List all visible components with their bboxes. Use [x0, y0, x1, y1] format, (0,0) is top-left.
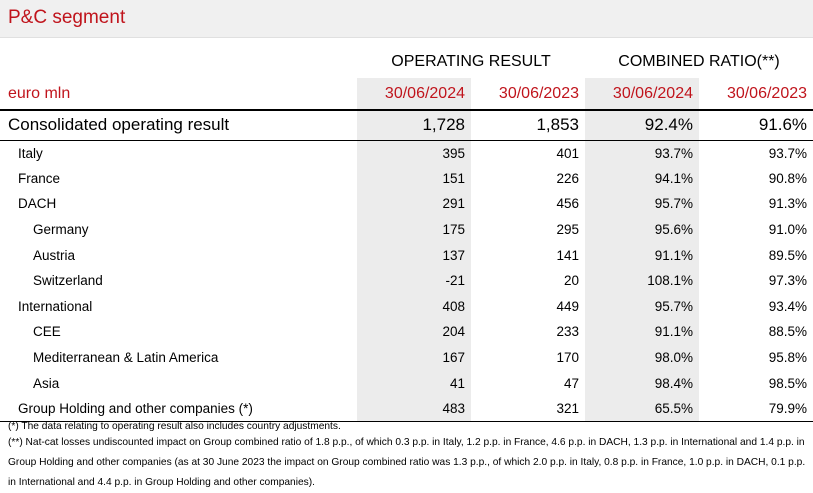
cell-cr-2024: 95.6%: [585, 217, 699, 243]
cell-cr-2024: 92.4%: [585, 110, 699, 140]
cell-cr-2023: 90.8%: [768, 170, 808, 186]
table-row: [0, 396, 813, 422]
cell-cr-2023: 89.5%: [768, 247, 808, 263]
cell-cr-2024: 91.1%: [585, 242, 699, 268]
cell-cr-2023: 93.4%: [768, 298, 808, 314]
pc-segment-table: [0, 44, 813, 422]
header-spacer: [0, 44, 357, 78]
date-header-cr-2023: 30/06/2023: [699, 78, 813, 110]
table-row: [0, 140, 813, 166]
cell-op-2023: 401: [556, 145, 579, 161]
table-row: [0, 217, 813, 243]
cell-cr-2024: 98.4%: [585, 370, 699, 396]
cell-cr-2024: 93.7%: [585, 140, 699, 166]
cell-cr-2023: 93.7%: [768, 145, 808, 161]
table-row: [0, 166, 813, 192]
cell-op-2023: 20: [563, 273, 579, 289]
table-row: [0, 370, 813, 396]
row-label: France: [18, 170, 61, 186]
footnote-2: (**) Nat-cat losses undiscounted impact on Group combined ratio of 1.8 p.p., of which 0.3 p.p. in Italy, 1.2 p.p. in France, 4.6 p.p. in DACH, 1.3 p.p. in International and 1.4 p.p. in Group Holding and other companies (as at 30 June 2023 the impact on Group combined ratio was 1.3 p.p., of which 2.0 p.p. in Italy, 0.8 p.p. in France, 1.0 p.p. in DACH, 0.1 p.p. in International and 4.4 p.p. in Group Holding and other companies).: [8, 437, 806, 488]
row-label: Italy: [18, 145, 43, 161]
group-header-row: [0, 44, 813, 78]
row-label: Mediterranean & Latin America: [33, 350, 219, 366]
cell-op-2024: 395: [357, 140, 471, 166]
cell-cr-2024: 98.0%: [585, 345, 699, 371]
title-bar: [0, 0, 813, 38]
cell-op-2023: 295: [556, 222, 579, 238]
cell-cr-2023: 79.9%: [699, 396, 813, 422]
cell-cr-2023: 95.8%: [768, 350, 808, 366]
cell-op-2024: 175: [357, 217, 471, 243]
footnote-1: (*) The data relating to operating result also includes country adjustments.: [8, 421, 341, 432]
operating-result-header: OPERATING RESULT: [391, 53, 551, 70]
cell-cr-2024: 65.5%: [585, 396, 699, 422]
cell-op-2024: 483: [357, 396, 471, 422]
date-header-row: [0, 78, 813, 110]
cell-cr-2023: 98.5%: [768, 375, 808, 391]
cell-op-2023: 321: [471, 396, 585, 422]
cell-cr-2024: 108.1%: [585, 268, 699, 294]
row-label: Austria: [33, 247, 76, 263]
combined-ratio-header: COMBINED RATIO(**): [618, 53, 780, 70]
cell-op-2024: 137: [357, 242, 471, 268]
cell-cr-2024: 95.7%: [585, 191, 699, 217]
cell-op-2023: 47: [563, 375, 579, 391]
cell-cr-2024: 91.1%: [585, 319, 699, 345]
cell-op-2024: 151: [357, 166, 471, 192]
row-label: Group Holding and other companies (*): [0, 396, 357, 422]
row-label: Switzerland: [33, 273, 103, 289]
cell-op-2024: -21: [357, 268, 471, 294]
page-title: P&C segment: [8, 7, 126, 28]
row-label: CEE: [33, 324, 61, 340]
table-row: [0, 268, 813, 294]
row-label: DACH: [18, 196, 57, 212]
row-label: Germany: [33, 222, 89, 238]
date-header-op-2024: 30/06/2024: [357, 78, 471, 110]
cell-op-2024: 408: [357, 294, 471, 320]
cell-op-2023: 233: [556, 324, 579, 340]
date-header-op-2023: 30/06/2023: [471, 78, 585, 110]
table-row: [0, 191, 813, 217]
cell-op-2023: 141: [556, 247, 579, 263]
table-row: [0, 242, 813, 268]
cell-cr-2023: 91.6%: [699, 110, 813, 140]
footnotes: [8, 421, 808, 493]
cell-op-2023: 170: [556, 350, 579, 366]
cell-cr-2024: 95.7%: [585, 294, 699, 320]
cell-cr-2023: 91.0%: [768, 222, 808, 238]
cell-cr-2024: 94.1%: [585, 166, 699, 192]
row-label: Asia: [33, 375, 60, 391]
cell-op-2024: 204: [357, 319, 471, 345]
unit-label: euro mln: [0, 78, 357, 110]
table-row: [0, 294, 813, 320]
date-header-cr-2024: 30/06/2024: [585, 78, 699, 110]
cell-op-2023: 226: [556, 170, 579, 186]
cell-op-2024: 41: [357, 370, 471, 396]
row-label: International: [18, 298, 93, 314]
row-label: Consolidated operating result: [0, 110, 357, 140]
cell-op-2023: 1,853: [471, 110, 585, 140]
cell-cr-2023: 91.3%: [768, 196, 808, 212]
cell-cr-2023: 88.5%: [768, 324, 808, 340]
table-row: [0, 345, 813, 371]
table-row: [0, 319, 813, 345]
cell-op-2023: 449: [556, 298, 579, 314]
table-row-total: [0, 110, 813, 140]
cell-op-2024: 1,728: [357, 110, 471, 140]
cell-op-2024: 167: [357, 345, 471, 371]
cell-cr-2023: 97.3%: [768, 273, 808, 289]
cell-op-2024: 291: [357, 191, 471, 217]
cell-op-2023: 456: [556, 196, 579, 212]
